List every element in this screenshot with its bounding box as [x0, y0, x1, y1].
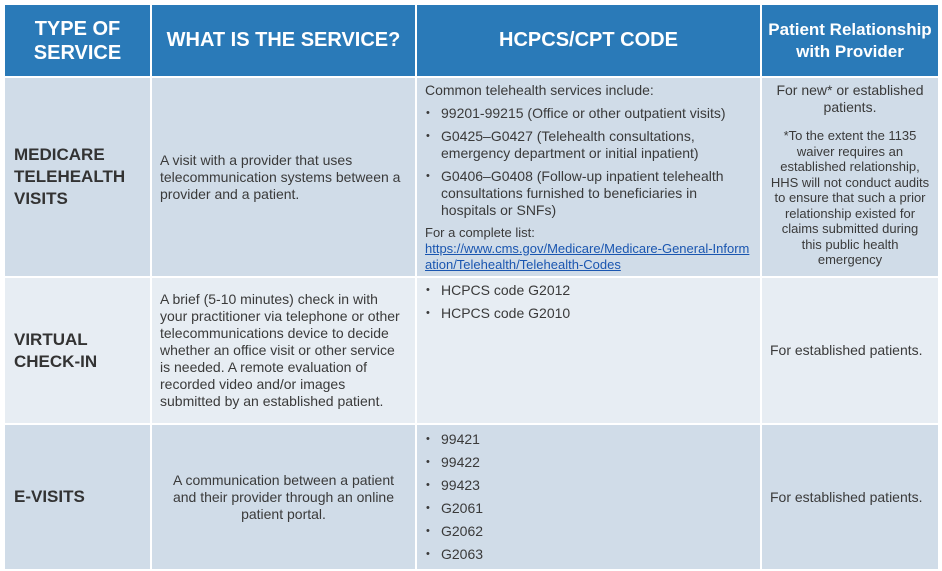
service-description: A visit with a provider that uses telecommunication systems between a provider and a patient. — [152, 78, 415, 276]
table-row — [5, 425, 938, 569]
list-item: • 99423 — [425, 477, 752, 494]
list-item: • G0406–G0408 (Follow-up inpatient telehealth consultations furnished to beneficiaries in hospitals or SNFs) — [425, 168, 752, 219]
service-type: VIRTUAL CHECK-IN — [5, 278, 150, 423]
list-item: • 99421 — [425, 431, 752, 448]
table-row — [5, 278, 938, 423]
patient-relationship: For established patients. — [762, 425, 938, 569]
table-row — [5, 78, 938, 276]
header-row — [5, 5, 938, 76]
list-item: • HCPCS code G2010 — [425, 305, 752, 322]
list-item: • G2061 — [425, 500, 752, 517]
patient-relationship: For established patients. — [762, 278, 938, 423]
service-codes — [417, 425, 760, 569]
service-type: E-VISITS — [5, 425, 150, 569]
patient-relationship — [762, 78, 938, 276]
code-list — [425, 105, 752, 219]
header-patient-relationship: Patient Relationship with Provider — [762, 5, 938, 76]
list-item: • G2063 — [425, 546, 752, 563]
service-codes — [417, 278, 760, 423]
service-description: A brief (5-10 minutes) check in with your practitioner via telephone or other telecommunications device to decide whether an office visit or other service is needed. A remote evaluation of recorded video and/or images submitted by an established patient. — [152, 278, 415, 423]
header-hcpcs-cpt-code: HCPCS/CPT CODE — [417, 5, 760, 76]
header-type-of-service: TYPE OF SERVICE — [5, 5, 150, 76]
list-item: • G0425–G0427 (Telehealth consultations, emergency department or initial inpatient) — [425, 128, 752, 162]
header-what-is-the-service: WHAT IS THE SERVICE? — [152, 5, 415, 76]
relationship-text: For new* or established patients. — [776, 82, 924, 115]
list-item: • 99422 — [425, 454, 752, 471]
service-description: A communication between a patient and their provider through an online patient portal. — [152, 425, 415, 569]
service-codes — [417, 78, 760, 276]
service-type: MEDICARE TELEHEALTH VISITS — [5, 78, 150, 276]
complete-list-label: For a complete list: — [425, 225, 535, 240]
telehealth-services-table — [3, 3, 940, 571]
list-item: • 99201-99215 (Office or other outpatient visits) — [425, 105, 752, 122]
codes-intro: Common telehealth services include: — [425, 82, 654, 98]
telehealth-codes-link[interactable]: https://www.cms.gov/Medicare/Medicare-General-Information/Telehealth/Telehealth-Codes — [425, 241, 750, 272]
code-list — [425, 431, 752, 563]
code-list — [425, 282, 752, 322]
relationship-note: *To the extent the 1135 waiver requires an established relationship, HHS will not conduct audits to ensure that such a prior relationship existed for claims submitted during this public health emergency — [770, 128, 930, 267]
list-item: • HCPCS code G2012 — [425, 282, 752, 299]
list-item: • G2062 — [425, 523, 752, 540]
